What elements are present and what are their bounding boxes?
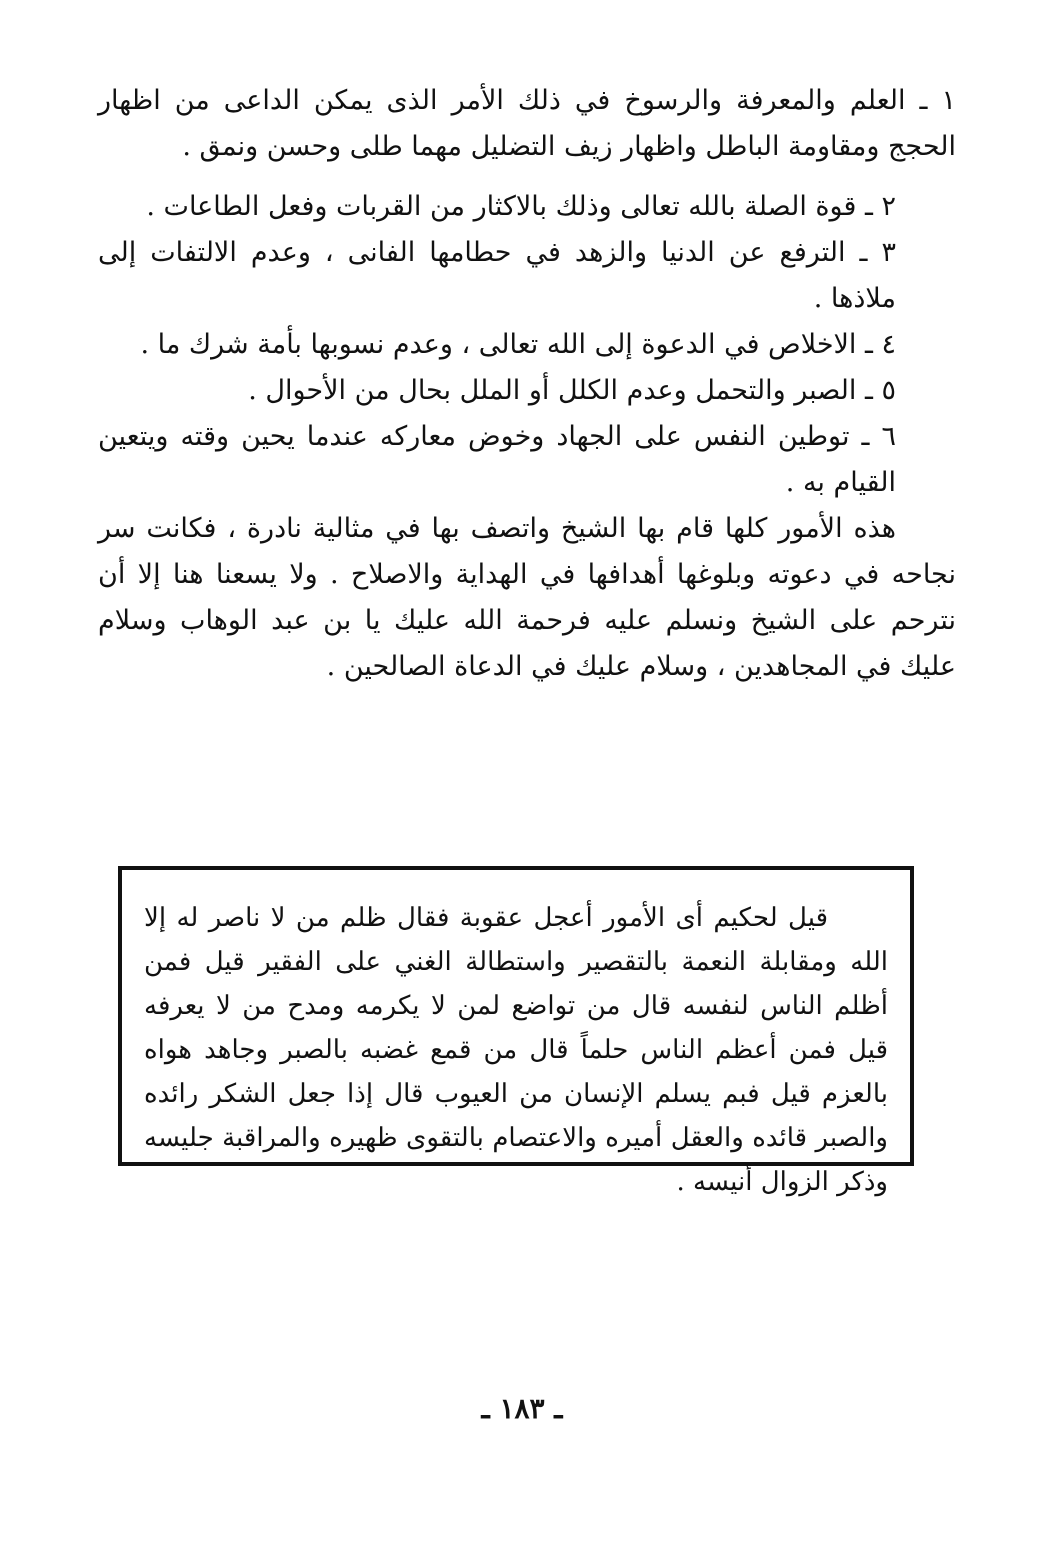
list-item: ٢ ـ قوة الصلة بالله تعالى وذلك بالاكثار من القربات وفعل الطاعات . [146,191,896,222]
page-number: ـ ١٨٣ ـ [481,1392,563,1425]
list-item: ٤ ـ الاخلاص في الدعوة إلى الله تعالى ، وعدم نسوبها بأمة شرك ما . [140,329,896,360]
list-item: ٥ ـ الصبر والتحمل وعدم الكلل أو الملل بحال من الأحوال . [248,375,896,406]
wisdom-text: قيل لحكيم أى الأمور أعجل عقوبة فقال ظلم من لا ناصر له إلا الله ومقابلة النعمة بالتقصير واستطالة الغني على الفقير قيل فمن أظلم الناس لنفسه قال من تواضع لمن لا يكرمه ومدح من لا يعرفه قيل فمن أعظم الناس حلماً قال من قمع غضبه بالصبر وجاهد هواه بالعزم قيل فبم يسلم الإنسان من العيوب قال إذا جعل الشكر رائده والصبر قائده والعقل أميره والاعتصام بالتقوى ظهيره والمراقبة جليسه وذكر الزوال أنيسه . [144,903,888,1197]
intro-paragraph: ١ ـ العلم والمعرفة والرسوخ في ذلك الأمر الذى يمكن الداعى من اظهار الحجج ومقاومة الباطل واظهار زيف التضليل مهما طلى وحسن ونمق . [98,85,956,162]
list-item: ٦ ـ توطين النفس على الجهاد وخوض معاركه عندما يحين وقته ويتعين القيام به . [98,421,896,498]
main-text [98,78,956,690]
list-item: ٣ ـ الترفع عن الدنيا والزهد في حطامها الفانى ، وعدم الالتفات إلى ملاذها . [98,237,896,314]
conclusion-paragraph: هذه الأمور كلها قام بها الشيخ واتصف بها في مثالية نادرة ، فكانت سر نجاحه في دعوته وبلوغها أهدافها في الهداية والاصلاح . ولا يسعنا هنا إلا أن نترحم على الشيخ ونسلم عليه فرحمة الله عليك يا بن عبد الوهاب وسلام عليك في المجاهدين ، وسلام عليك في الدعاة الصالحين . [98,513,956,682]
qualities-list [98,184,956,506]
wisdom-box [118,866,914,1197]
